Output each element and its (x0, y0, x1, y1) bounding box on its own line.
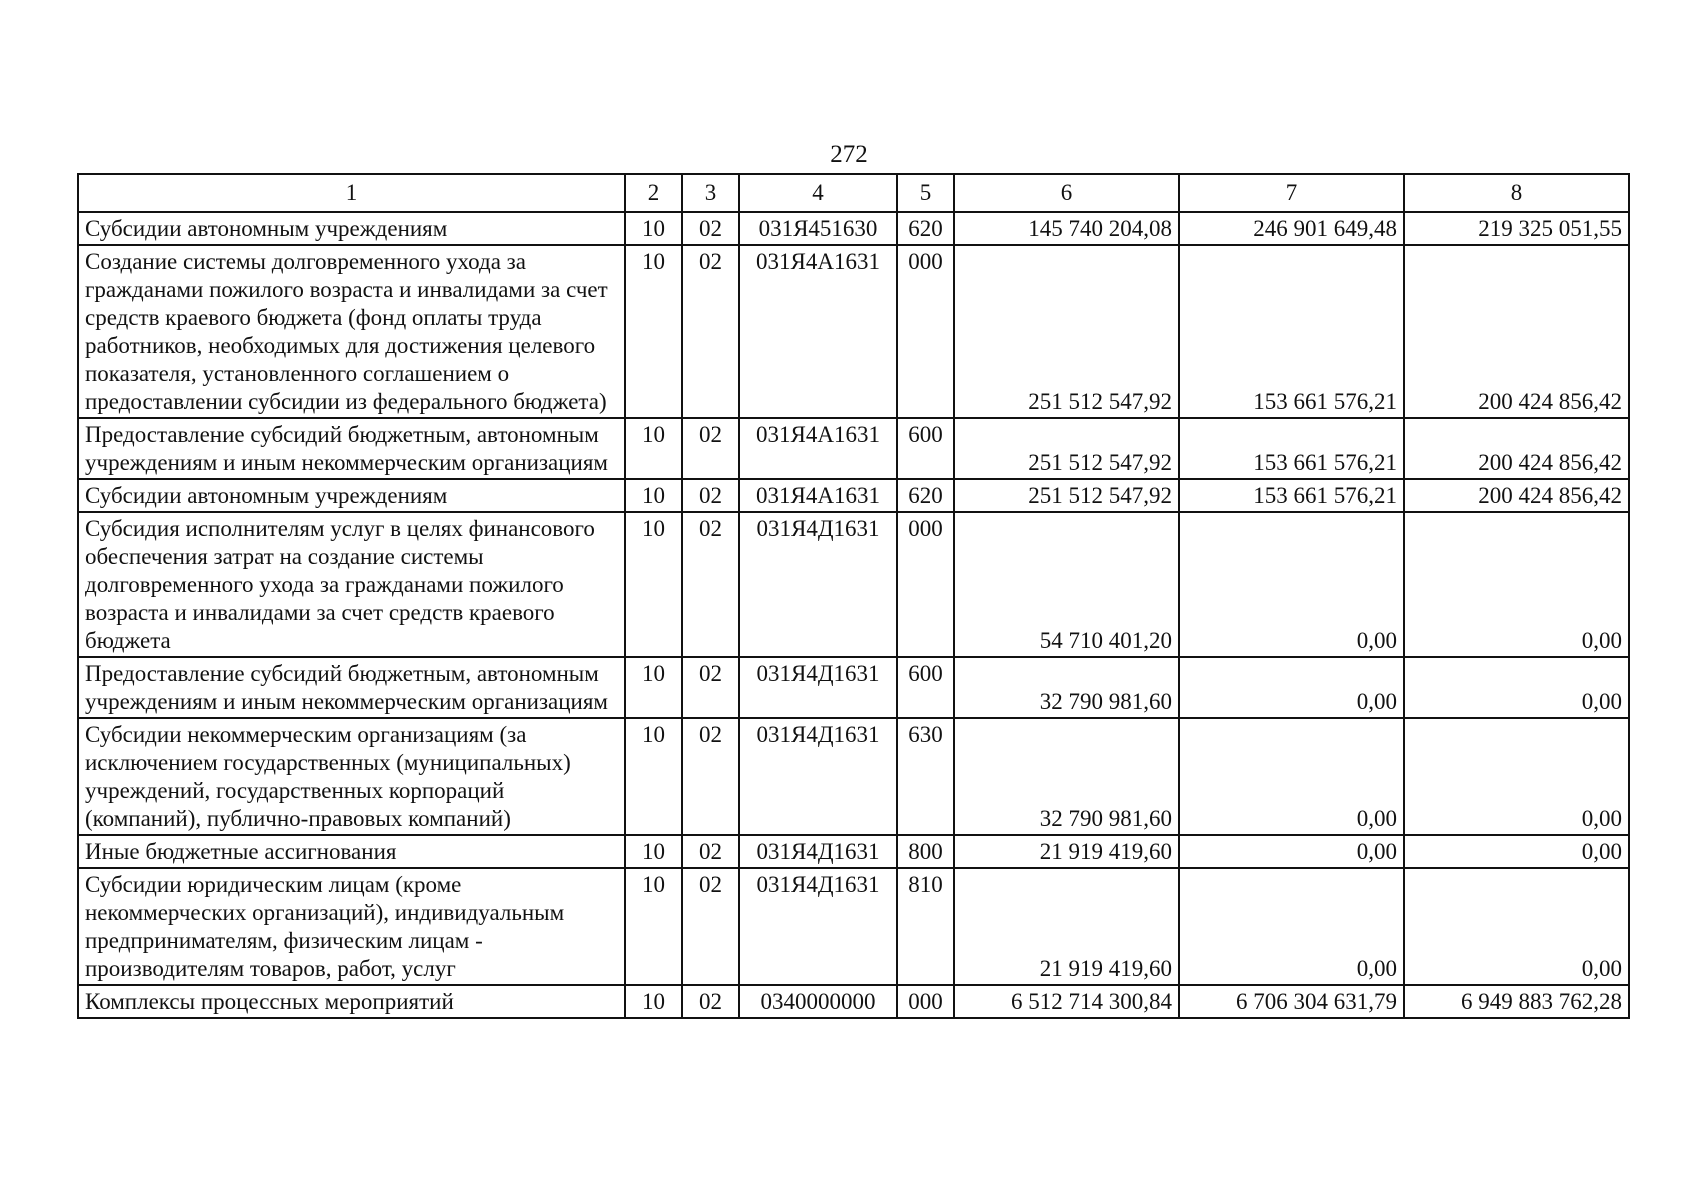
section-code-cell: 10 (625, 868, 682, 985)
amount-col7-cell: 0,00 (1179, 868, 1404, 985)
row-name-cell: Создание системы долговременного ухода за гражданами пожилого возраста и инвалидами за счет средств краевого бюджета (фонд оплаты труда работников, необходимых для достижения целевого показателя, установленного соглашением о предоставлении субсидии из федерального бюджета) (78, 245, 625, 418)
header-row (78, 174, 1629, 212)
row-name-cell: Предоставление субсидий бюджетным, автономным учреждениям и иным некоммерческим организациям (78, 657, 625, 718)
amount-col6-cell: 32 790 981,60 (954, 718, 1179, 835)
subsection-code-cell: 02 (682, 212, 739, 245)
amount-col8-cell: 200 424 856,42 (1404, 479, 1629, 512)
row-name-cell: Предоставление субсидий бюджетным, автономным учреждениям и иным некоммерческим организациям (78, 418, 625, 479)
amount-col7-cell: 246 901 649,48 (1179, 212, 1404, 245)
table-row (78, 512, 1629, 657)
expense-type-cell: 800 (897, 835, 954, 868)
column-header: 1 (78, 174, 625, 212)
amount-col6-cell: 251 512 547,92 (954, 479, 1179, 512)
amount-col8-cell: 200 424 856,42 (1404, 245, 1629, 418)
expense-type-cell: 000 (897, 512, 954, 657)
page-number: 272 (830, 141, 868, 168)
target-article-cell: 031Я4А1631 (739, 479, 897, 512)
amount-col6-cell: 21 919 419,60 (954, 835, 1179, 868)
row-name-cell: Субсидии автономным учреждениям (78, 479, 625, 512)
expense-type-cell: 620 (897, 479, 954, 512)
table-row (78, 245, 1629, 418)
amount-col8-cell: 219 325 051,55 (1404, 212, 1629, 245)
amount-col6-cell: 6 512 714 300,84 (954, 985, 1179, 1018)
table-body (78, 174, 1629, 1018)
column-header: 8 (1404, 174, 1629, 212)
target-article-cell: 031Я4Д1631 (739, 512, 897, 657)
subsection-code-cell: 02 (682, 718, 739, 835)
amount-col8-cell: 6 949 883 762,28 (1404, 985, 1629, 1018)
target-article-cell: 031Я4А1631 (739, 418, 897, 479)
expense-type-cell: 600 (897, 418, 954, 479)
amount-col8-cell: 0,00 (1404, 835, 1629, 868)
column-header: 2 (625, 174, 682, 212)
row-name-cell: Субсидии некоммерческим организациям (за исключением государственных (муниципальных) учреждений, государственных корпораций (компаний), публично-правовых компаний) (78, 718, 625, 835)
subsection-code-cell: 02 (682, 245, 739, 418)
amount-col7-cell: 0,00 (1179, 835, 1404, 868)
amount-col7-cell: 0,00 (1179, 718, 1404, 835)
section-code-cell: 10 (625, 718, 682, 835)
table-row (78, 212, 1629, 245)
amount-col8-cell: 200 424 856,42 (1404, 418, 1629, 479)
amount-col7-cell: 153 661 576,21 (1179, 245, 1404, 418)
column-header: 3 (682, 174, 739, 212)
amount-col6-cell: 54 710 401,20 (954, 512, 1179, 657)
table-row (78, 868, 1629, 985)
column-header: 7 (1179, 174, 1404, 212)
subsection-code-cell: 02 (682, 835, 739, 868)
amount-col7-cell: 0,00 (1179, 657, 1404, 718)
amount-col8-cell: 0,00 (1404, 718, 1629, 835)
table-row (78, 418, 1629, 479)
expense-type-cell: 630 (897, 718, 954, 835)
expense-type-cell: 810 (897, 868, 954, 985)
budget-table (77, 173, 1630, 1019)
amount-col6-cell: 32 790 981,60 (954, 657, 1179, 718)
section-code-cell: 10 (625, 479, 682, 512)
amount-col8-cell: 0,00 (1404, 657, 1629, 718)
section-code-cell: 10 (625, 212, 682, 245)
target-article-cell: 031Я4Д1631 (739, 868, 897, 985)
column-header: 6 (954, 174, 1179, 212)
subsection-code-cell: 02 (682, 418, 739, 479)
expense-type-cell: 000 (897, 985, 954, 1018)
subsection-code-cell: 02 (682, 479, 739, 512)
expense-type-cell: 000 (897, 245, 954, 418)
row-name-cell: Комплексы процессных мероприятий (78, 985, 625, 1018)
section-code-cell: 10 (625, 835, 682, 868)
target-article-cell: 031Я4Д1631 (739, 718, 897, 835)
table-row (78, 718, 1629, 835)
target-article-cell: 031Я4Д1631 (739, 657, 897, 718)
section-code-cell: 10 (625, 245, 682, 418)
amount-col7-cell: 153 661 576,21 (1179, 479, 1404, 512)
section-code-cell: 10 (625, 418, 682, 479)
subsection-code-cell: 02 (682, 657, 739, 718)
subsection-code-cell: 02 (682, 868, 739, 985)
subsection-code-cell: 02 (682, 985, 739, 1018)
target-article-cell: 031Я4Д1631 (739, 835, 897, 868)
table-row (78, 985, 1629, 1018)
target-article-cell: 0340000000 (739, 985, 897, 1018)
amount-col6-cell: 251 512 547,92 (954, 245, 1179, 418)
amount-col7-cell: 153 661 576,21 (1179, 418, 1404, 479)
target-article-cell: 031Я4А1631 (739, 245, 897, 418)
row-name-cell: Иные бюджетные ассигнования (78, 835, 625, 868)
table-row (78, 835, 1629, 868)
amount-col6-cell: 145 740 204,08 (954, 212, 1179, 245)
expense-type-cell: 600 (897, 657, 954, 718)
subsection-code-cell: 02 (682, 512, 739, 657)
column-header: 4 (739, 174, 897, 212)
amount-col6-cell: 251 512 547,92 (954, 418, 1179, 479)
amount-col7-cell: 0,00 (1179, 512, 1404, 657)
amount-col6-cell: 21 919 419,60 (954, 868, 1179, 985)
amount-col8-cell: 0,00 (1404, 512, 1629, 657)
row-name-cell: Субсидии юридическим лицам (кроме некоммерческих организаций), индивидуальным предпринимателям, физическим лицам - производителям товаров, работ, услуг (78, 868, 625, 985)
section-code-cell: 10 (625, 985, 682, 1018)
amount-col8-cell: 0,00 (1404, 868, 1629, 985)
amount-col7-cell: 6 706 304 631,79 (1179, 985, 1404, 1018)
row-name-cell: Субсидия исполнителям услуг в целях финансового обеспечения затрат на создание системы долговременного ухода за гражданами пожилого возраста и инвалидами за счет средств краевого бюджета (78, 512, 625, 657)
table-row (78, 479, 1629, 512)
expense-type-cell: 620 (897, 212, 954, 245)
table-row (78, 657, 1629, 718)
row-name-cell: Субсидии автономным учреждениям (78, 212, 625, 245)
section-code-cell: 10 (625, 512, 682, 657)
section-code-cell: 10 (625, 657, 682, 718)
column-header: 5 (897, 174, 954, 212)
target-article-cell: 031Я451630 (739, 212, 897, 245)
